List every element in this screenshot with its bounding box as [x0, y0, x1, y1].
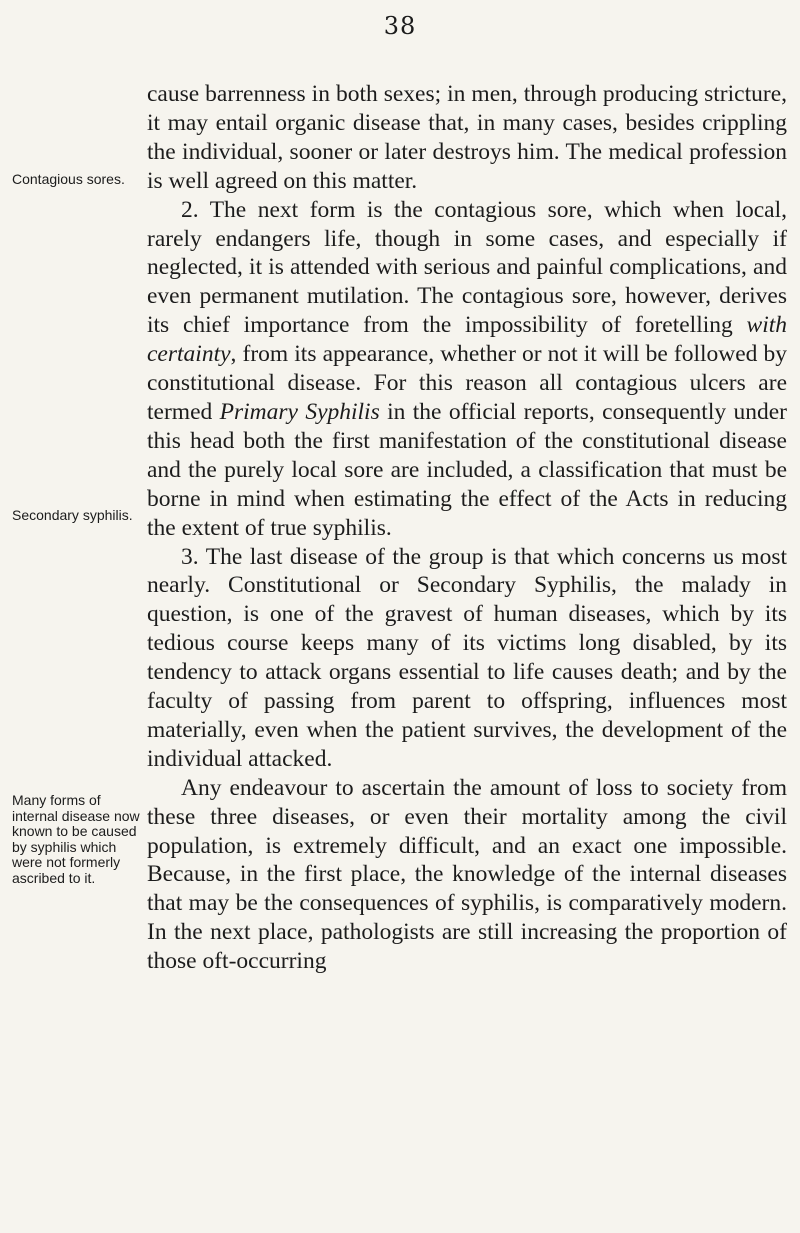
- margin-note-many-forms: Many forms of internal disease now known to be caused by syphilis which were not formerly ascribed to it.: [12, 792, 140, 886]
- paragraph-continuation: cause barrenness in both sexes; in men, through producing stricture, it may entail organic disease that, in many cases, besides crippling the individual, sooner or later destroys him. The medical profession is well agreed on this matter.: [147, 81, 787, 194]
- paragraph-contagious-sore: [147, 196, 787, 543]
- body-text: [147, 80, 787, 976]
- emphasis-primary-syphilis: Primary Syphilis: [219, 398, 380, 425]
- paragraph-text: , from its appearance, whether or not it will be followed by constitutional disease. For this reason all contagious ulcers are termed: [147, 341, 787, 425]
- page-number: 38: [383, 12, 417, 40]
- margin-note-contagious-sores: Contagious sores.: [12, 171, 125, 187]
- paragraph-secondary-syphilis: 3. The last disease of the group is that which concerns us most nearly. Constitutional or Secondary Syphilis, the malady in question, is one of the gravest of human diseases, which by its tedious course keeps many of its victims long disabled, by its tendency to attack organs essential to life causes death; and by the faculty of passing from parent to offspring, influences most materially, even when the patient survives, the development of the individual attacked.: [147, 543, 787, 772]
- paragraph-text: in the official reports, consequently under this head both the first manifestation of the constitutional disease and the purely local sore are included, a classification that must be borne in mind when estimating the effect of the Acts in reducing the extent of true syphilis.: [147, 398, 787, 541]
- emphasis-with-certainty: with certainty: [147, 312, 787, 368]
- paragraph-loss-estimate: Any endeavour to ascertain the amount of loss to society from these three diseases, or even their mortality among the civil population, is extremely difficult, and an exact one impossible. Because, in the first place, the knowledge of the internal diseases that may be the consequences of syphilis, is comparatively modern. In the next place, pathologists are still increasing the proportion of those oft-occurring: [147, 774, 787, 975]
- paragraph-text: 2. The next form is the contagious sore, which when local, rarely endangers life, though in some cases, and especially if neglected, it is attended with serious and painful complications, and even permanent mutilation. The contagious sore, however, derives its chief importance from the impossibility of foretelling: [147, 196, 787, 339]
- margin-note-secondary-syphilis: Secondary syphilis.: [12, 507, 133, 523]
